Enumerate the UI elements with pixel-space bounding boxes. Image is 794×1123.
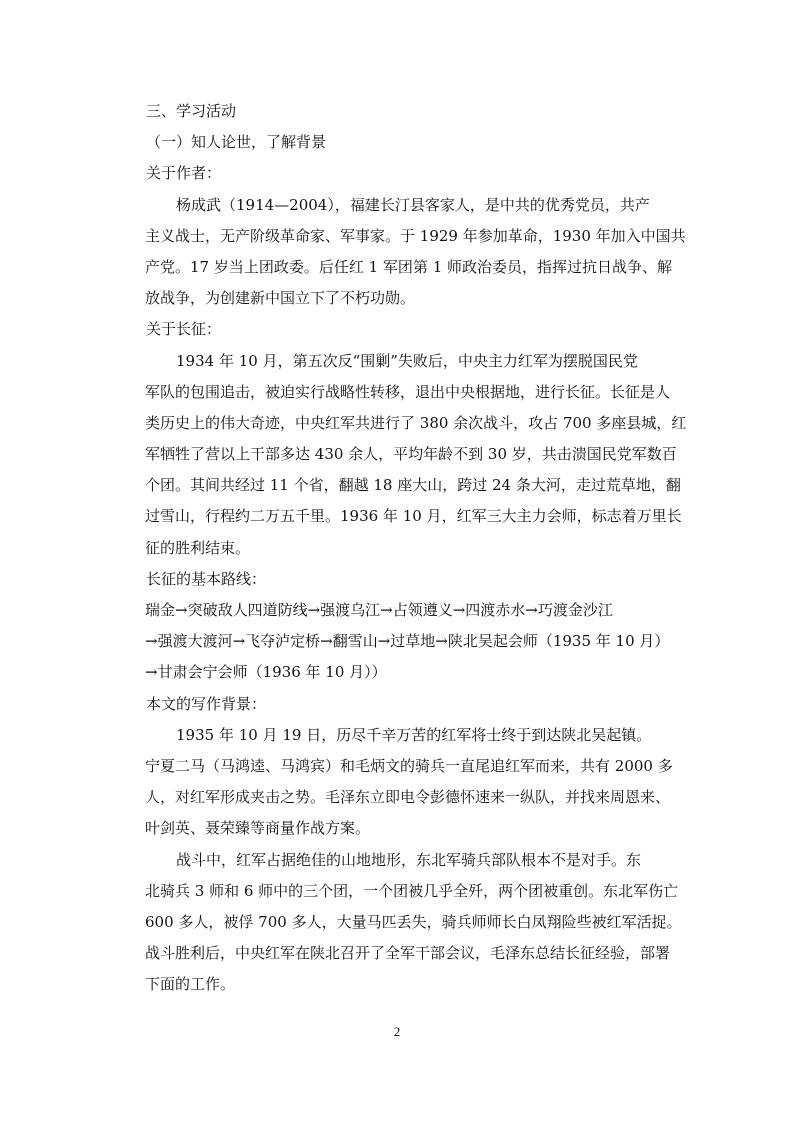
background-paragraph-1 (145, 720, 673, 845)
paragraph-line: 军队的包围追击，被迫实行战略性转移，退出中央根据地，进行长征。长征是人 (145, 382, 671, 401)
paragraph-line: 战斗中，红军占据绝佳的山地地形，东北军骑兵部队根本不是对手。东 (176, 850, 642, 869)
background-label: 本文的写作背景： (146, 694, 267, 713)
document-body (145, 96, 687, 1000)
paragraph-line: 宁夏二马（马鸿逵、马鸿宾）和毛炳文的骑兵一直尾追红军而来，共有 2000 多 (145, 756, 673, 775)
paragraph-line: 产党。17 岁当上团政委。后任红 1 军团第 1 师政治委员，指挥过抗日战争、解 (145, 257, 673, 276)
route-line: →甘肃会宁会师（1936 年 10 月）） (145, 663, 387, 682)
background-paragraph-2 (145, 845, 682, 1001)
route-line: 瑞金→突破敌人四道防线→强渡乌江→占领遵义→四渡赤水→巧渡金沙江 (145, 601, 613, 619)
page-number: 2 (393, 1024, 401, 1039)
paragraph-line: 主义战士，无产阶级革命家、军事家。于 1929 年参加革命，1930 年加入中国共 (145, 226, 686, 245)
longmarch-paragraph (145, 346, 687, 564)
paragraph-line: 600 多人，被俘 700 多人，大量马匹丢失，骑兵师师长白凤翔险些被红军活捉。 (145, 912, 682, 931)
paragraph-line: 1935 年 10 月 19 日，历尽千辛万苦的红军将士终于到达陕北吴起镇。 (176, 725, 652, 744)
paragraph-line: 征的胜利结束。 (145, 538, 251, 557)
paragraph-line: 叶剑英、聂荣臻等商量作战方案。 (145, 819, 371, 838)
section-heading: 三、学习活动 (146, 102, 237, 120)
paragraph-line: 战斗胜利后，中央红军在陕北召开了全军干部会议，毛泽东总结长征经验，部署 (145, 944, 671, 963)
paragraph-line: 杨成武（1914—2004），福建长汀县客家人，是中共的优秀党员，共产 (176, 195, 650, 214)
paragraph-line: 军牺牲了营以上干部多达 430 余人，平均年龄不到 30 岁，共击溃国民党军数百 (145, 445, 677, 464)
longmarch-label: 关于长征： (146, 320, 222, 339)
paragraph-line: 人，对红军形成夹击之势。毛泽东立即电令彭德怀速来一纵队，并找来周恩来、 (145, 788, 671, 807)
paragraph-line: 北骑兵 3 师和 6 师中的三个团，一个团被几乎全歼，两个团被重创。东北军伤亡 (145, 881, 679, 900)
paragraph-line: 个团。其间共经过 11 个省，翻越 18 座大山，跨过 24 条大河，走过荒草地，翻 (145, 476, 681, 495)
paragraph-line: 过雪山，行程约二万五千里。1936 年 10 月，红军三大主力会师，标志着万里长 (145, 507, 682, 526)
route-paragraph (145, 595, 670, 689)
paragraph-line: 下面的工作。 (145, 975, 236, 994)
route-label: 长征的基本路线： (146, 569, 267, 588)
author-paragraph (145, 190, 686, 315)
route-line: →强渡大渡河→飞夺泸定桥→翻雪山→过草地→陕北吴起会师（1935 年 10 月） (145, 632, 670, 651)
paragraph-line: 1934 年 10 月，第五次反“围剿”失败后，中央主力红军为摆脱国民党 (176, 351, 638, 370)
paragraph-line: 放战争，为创建新中国立下了不朽功勋。 (145, 289, 416, 308)
paragraph-line: 类历史上的伟大奇迹，中央红军共进行了 380 余次战斗，攻占 700 多座县城，红 (145, 413, 687, 432)
author-label: 关于作者： (146, 164, 222, 183)
subsection-heading: （一）知人论世，了解背景 (146, 133, 327, 152)
